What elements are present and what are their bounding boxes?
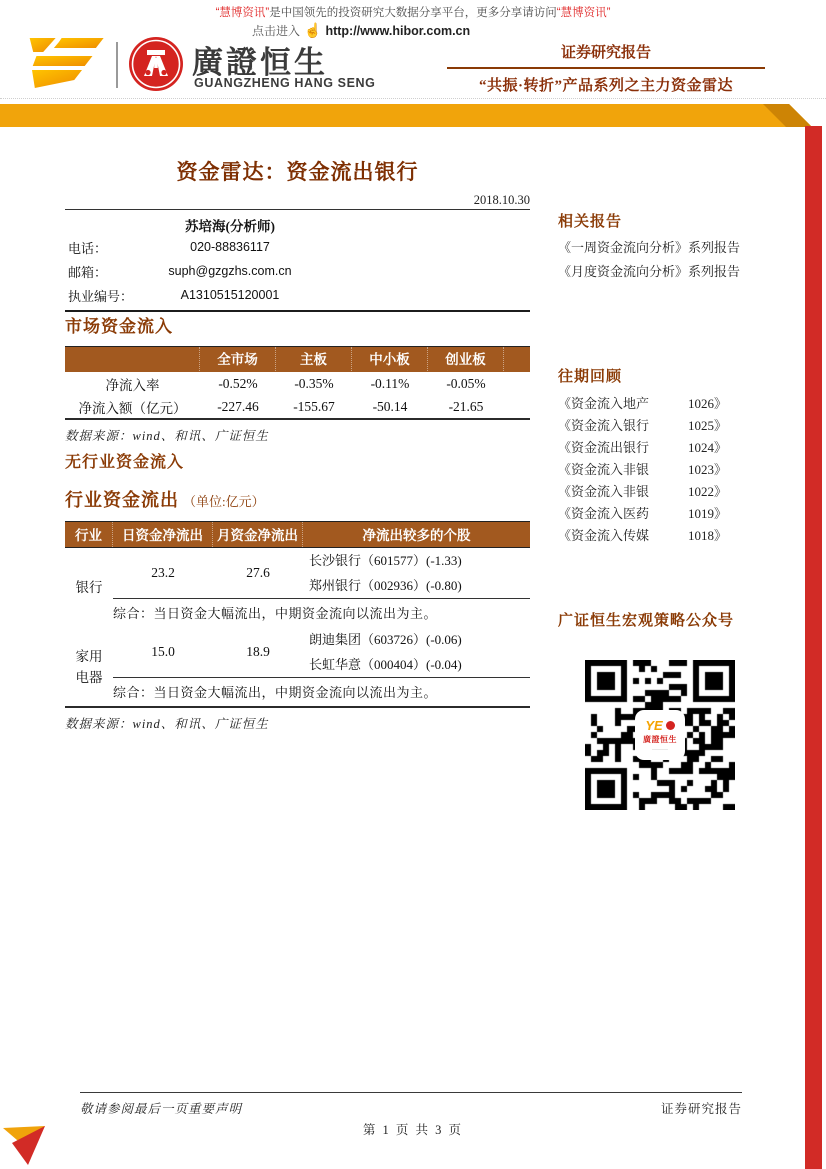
stock-item: 长沙银行（601577）(-1.33) [309,553,462,568]
brand-name-en: GUANGZHENG HANG SENG [194,76,376,90]
related-report-item: 《一周资金流向分析》系列报告 [558,240,741,255]
review-item [558,459,793,477]
review-name: 《资金流入地产 [558,396,650,411]
cell-value: -0.35% [294,375,334,391]
qr-logo-ye: YE [645,718,663,733]
analyst-email-row [65,259,530,283]
top-stocks-list [303,548,530,598]
header-dotted-divider [0,98,826,99]
industry-row-appliances [65,627,530,706]
review-name: 《资金流入非银 [558,484,650,499]
report-date: 2018.10.30 [473,193,530,207]
header-sme-board: 中小板 [352,347,428,373]
analyst-license-row [65,283,530,307]
footer [80,1099,742,1117]
month-outflow-value: 27.6 [246,565,270,580]
phone-value: 020-88836117 [190,240,270,254]
market-inflow-table [65,346,530,420]
market-table-header [65,346,530,372]
qr-logo-dot [666,721,675,730]
cell-value: -50.14 [372,398,408,414]
wechat-qr-section [558,609,793,810]
industry-label-line: 银行 [75,580,103,595]
day-outflow-value: 23.2 [151,565,175,580]
page-number: 第 1 页 共 3 页 [362,1123,464,1137]
header-day-outflow: 日资金净流出 [113,522,213,549]
corner-fold-decoration [0,1124,50,1169]
industry-label [65,627,113,706]
industry-row-bank [65,548,530,627]
review-item [558,503,793,521]
month-outflow-value: 18.9 [246,644,270,659]
industry-summary: 综合：当日资金大幅流出，中期资金流向以流出为主。 [113,677,530,706]
review-number: 1025》 [688,418,728,433]
logo-divider [116,42,118,88]
industry-row-main [113,627,530,706]
related-reports [558,210,793,279]
license-value: A1310515120001 [180,288,280,302]
review-number: 1022》 [688,484,728,499]
ye-logo [16,36,108,90]
industry-label-line: 电器 [75,669,103,685]
review-name: 《资金流出银行 [558,440,650,455]
page-title: 资金雷达：资金流出银行 [176,160,419,184]
data-source-note: 数据来源：wind、和讯、广证恒生 [65,429,269,443]
review-number: 1024》 [688,440,728,455]
table-row [65,395,530,418]
header-main-board: 主板 [276,347,352,373]
email-label: 邮箱： [68,264,108,280]
qr-logo-subtext: ———— [652,746,668,751]
hibor-brand-left: “慧博资讯” [215,7,270,19]
footer-report-type: 证券研究报告 [660,1102,742,1116]
header-top-stocks: 净流出较多的个股 [362,528,471,543]
header-all-market: 全市场 [200,347,276,373]
row-label: 净流入额（亿元） [78,400,187,416]
review-number: 1023》 [688,462,728,477]
review-item [558,415,793,433]
license-label: 执业编号： [68,288,134,304]
market-inflow-section [65,312,530,444]
phone-label: 电话： [68,240,108,256]
no-inflow-heading: 无行业资金流入 [65,454,185,471]
cell-value: -0.11% [370,375,410,391]
header-empty-cell [65,347,200,373]
industry-label-line: 家用 [75,648,103,664]
stock-item: 郑州银行（002936）(-0.80) [309,578,462,593]
gzhs-emblem [128,36,184,92]
brand-name-cn: 廣證恒生 [192,45,328,80]
cell-value: -155.67 [293,398,335,414]
market-inflow-heading: 市场资金流入 [65,317,173,336]
red-side-strip [805,126,822,1169]
hibor-url-link[interactable]: http://www.hibor.com.cn [325,23,471,38]
analyst-phone-row [65,235,530,259]
report-type-label: 证券研究报告 [560,45,651,61]
review-number: 1026》 [688,396,728,411]
hibor-banner-middle: 是中国领先的投资研究大数据分享平台，更多分享请访问 [269,7,557,19]
industry-table-header [65,521,530,548]
analyst-block [65,209,530,312]
unit-note: （单位:亿元） [183,494,265,509]
click-enter-label[interactable]: 点击进入 [252,24,301,38]
industry-outflow-table [65,521,530,708]
industry-data-row [113,548,530,598]
header-month-outflow: 月资金净流出 [213,522,303,549]
header-gem-board: 创业板 [428,347,504,373]
hand-cursor-icon: ☝ [304,22,322,38]
header-industry: 行业 [65,522,113,549]
review-name: 《资金流入银行 [558,418,650,433]
review-name: 《资金流入非银 [558,462,650,477]
orange-ribbon [0,104,812,127]
qr-logo-text: 廣證恒生 [643,735,677,744]
review-item [558,481,793,499]
footer-disclaimer: 敬请参阅最后一页重要声明 [80,1102,243,1116]
related-reports-heading: 相关报告 [558,214,623,230]
review-item [558,437,793,455]
review-name: 《资金流入传媒 [558,528,650,543]
industry-row-main [113,548,530,627]
day-outflow-value: 15.0 [151,644,175,659]
related-report-item: 《月度资金流向分析》系列报告 [558,264,741,279]
review-number: 1019》 [688,506,728,521]
header-filler-cell [504,347,530,373]
qr-center-logo [637,712,683,758]
review-item [558,393,793,411]
stock-item: 长虹华意（000404）(-0.04) [309,657,462,672]
review-name: 《资金流入医药 [558,506,650,521]
cell-value: -0.05% [446,375,486,391]
hibor-brand-right: “慧博资讯” [556,7,611,19]
analyst-name: 苏培海(分析师) [185,219,275,234]
industry-data-row [113,627,530,677]
industry-label [65,548,113,627]
past-reviews [558,365,793,543]
top-stocks-list [303,627,530,677]
qr-heading: 广证恒生宏观策略公众号 [558,613,735,629]
past-reviews-heading: 往期回顾 [558,369,623,385]
footer-rule [80,1092,742,1093]
cell-value: -21.65 [448,398,484,414]
cell-value: -227.46 [217,398,259,414]
industry-summary: 综合：当日资金大幅流出，中期资金流向以流出为主。 [113,598,530,627]
header-right-block [445,41,767,95]
data-source-note: 数据来源：wind、和讯、广证恒生 [65,717,269,731]
qr-code [585,660,735,810]
table-row [65,372,530,395]
header-rule [447,67,765,69]
industry-outflow-section [65,486,530,732]
review-item [558,525,793,543]
series-title: “共振·转折”产品系列之主力资金雷达 [478,78,733,94]
row-label: 净流入率 [105,377,160,393]
hibor-banner-text [0,4,826,20]
review-number: 1018》 [688,528,728,543]
industry-outflow-heading: 行业资金流出 [65,490,179,510]
cell-value: -0.52% [218,375,258,391]
email-value: suph@gzgzhs.com.cn [168,264,292,278]
stock-item: 朗迪集团（603726）(-0.06) [309,632,462,647]
